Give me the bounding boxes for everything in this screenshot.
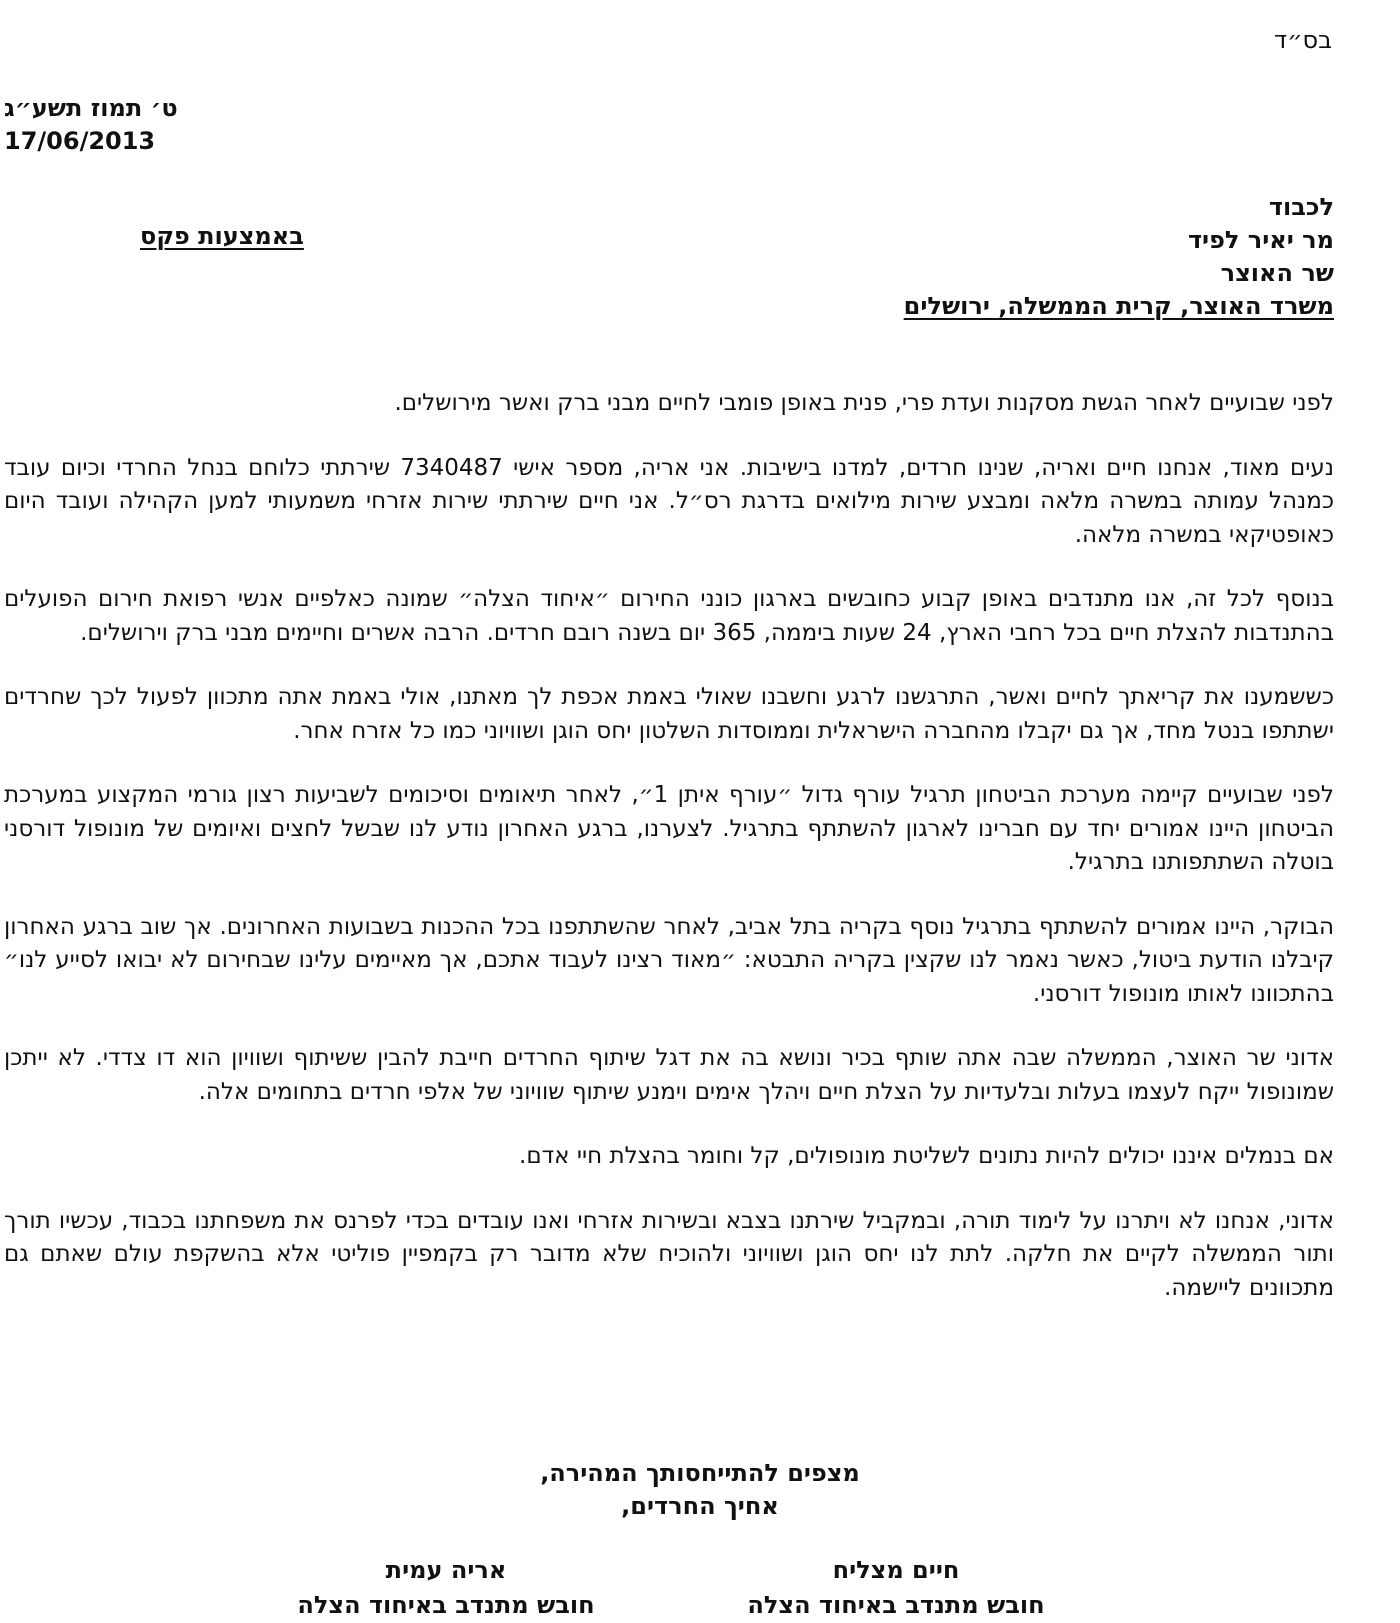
letter-body [4,387,1334,1336]
closing-line-2: אחיך החרדים, [621,1492,779,1520]
hebrew-date: ט׳ תמוז תשע״ג [4,94,178,122]
bsd-header: בס״ד [1273,26,1332,54]
signature-2 [276,1553,616,1623]
gregorian-date: 17/06/2013 [4,127,156,155]
paragraph: כששמענו את קריאתך לחיים ואשר, התרגשנו לרגע וחשבנו שאולי באמת אכפת לך מאתנו, אולי באמת אתה מתכוון לפעול לכך שחרדים ישתתפו בנטל מחד, אך גם יקבלו מהחברה הישראלית וממוסדות השלטון יחס הוגן ושוויוני כמו כל אזרח אחר. [4,684,1334,744]
recipient-salutation: לכבוד [1268,193,1334,221]
closing [0,1457,1400,1523]
paragraph: לפני שבועיים לאחר הגשת מסקנות ועדת פרי, פנית באופן פומבי לחיים מבני ברק ואשר מירושלים. [394,390,1334,416]
signature-1 [726,1553,1066,1623]
paragraph: אדוני שר האוצר, הממשלה שבה אתה שותף בכיר ונושא בה את דגל שיתוף החרדים חייבת להבין ששיתוף ושוויון הוא דו צדדי. לא ייתכן שמונופול ייקח לעצמו בעלות ובלעדיות על הצלת חיים ויהלך אימים וימנע שיתוף שוויוני של אלפי חרדים בתחומים אלה. [4,1045,1334,1105]
closing-line-1: מצפים להתייחסותך המהירה, [540,1459,860,1487]
paragraph: לפני שבועיים קיימה מערכת הביטחון תרגיל עורף גדול ״עורף איתן 1״, לאחר תיאומים וסיכומים לשביעות רצון גורמי המקצוע במערכת הביטחון היינו אמורים יחד עם חברינו לארגון להשתתף בתרגיל. לצערנו, ברגע האחרון נודע לנו שבשל לחצים ואיומים של מונופול דורסני בוטלה השתתפותנו בתרגיל. [4,782,1334,875]
paragraph: הבוקר, היינו אמורים להשתתף בתרגיל נוסף בקריה בתל אביב, לאחר שהשתתפנו בכל ההכנות בשבועות האחרונים. אך שוב ברגע האחרון קיבלנו הודעת ביטול, כאשר נאמר לנו שקצין בקריה התבטא: ״מאוד רצינו לעבוד אתכם, אך מאיימים עלינו שבחירום לא יבואו לסייע לנו״ בהתכוונו לאותו מונופול דורסני. [4,913,1334,1007]
paragraph: אם בנמלים איננו יכולים להיות נתונים לשליטת מונופולים, קל וחומר בהצלת חיי אדם. [519,1143,1334,1169]
signature-name: אריה עמית [385,1556,507,1584]
signature-role: חובש מתנדב באיחוד הצלה [747,1591,1045,1619]
signature-name: חיים מצליח [832,1556,960,1584]
recipient-office: משרד האוצר, קרית הממשלה, ירושלים [903,292,1334,320]
paragraph: אדוני, אנחנו לא ויתרנו על לימוד תורה, ובמקביל שירתנו בצבא ובשירות אזרחי ואנו עובדים בכדי לפרנס את משפחתנו בכבוד, עכשיו תורך ותור הממשלה לקיים את חלקה. לתת לנו יחס הוגן ושוויוני ולהוכיח שלא מדובר רק בקמפיין פוליטי אלא בהשקפת עולם שאתם גם מתכוונים ליישמה. [4,1207,1334,1301]
recipient-address [904,191,1334,323]
paragraph: בנוסף לכל זה, אנו מתנדבים באופן קבוע כחובשים בארגון כונני החירום ״איחוד הצלה״ שמונה כאלפיים אנשי רפואת חירום הפועלים בהתנדבות להצלת חיים בכל רחבי הארץ, 24 שעות ביממה, 365 יום בשנה רובם חרדים. הרבה אשרים וחיימים מבני ברק וירושלים. [4,586,1334,646]
signature-role: חובש מתנדב באיחוד הצלה [297,1591,595,1619]
date-block [4,92,178,158]
paragraph: נעים מאוד, אנחנו חיים ואריה, שנינו חרדים, למדנו בישיבות. אני אריה, מספר אישי 7340487 שירתתי כלוחם בנחל החרדי וכיום עובד כמנהל עמותה במשרה מלאה ומבצע שירות מילואים בדרגת רס״ל. אני חיים שירתתי שירות אזרחי משמעותי למען הקהילה ועובד היום כאופטיקאי במשרה מלאה. [4,454,1334,548]
recipient-title: שר האוצר [1220,259,1334,287]
via-fax-note: באמצעות פקס [140,222,304,250]
recipient-name: מר יאיר לפיד [1187,226,1334,254]
